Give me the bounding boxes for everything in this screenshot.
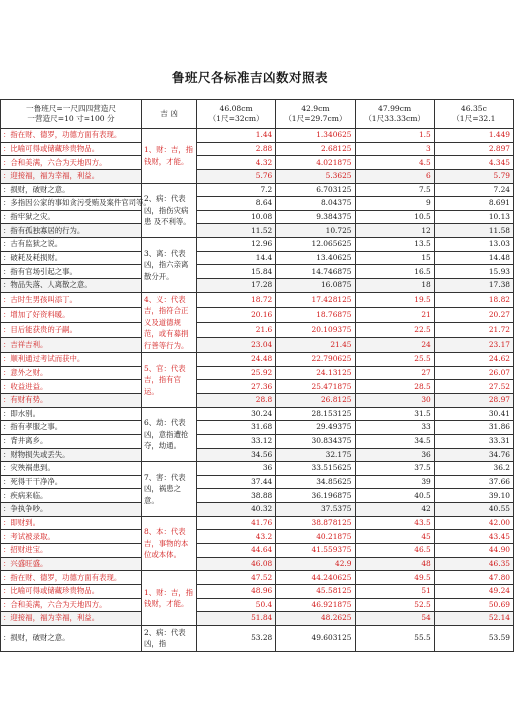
value-cell-3: 12 — [355, 224, 434, 238]
value-cell-3: 15 — [355, 251, 434, 265]
value-cell-2: 33.515625 — [276, 462, 355, 476]
value-cell-3: 21 — [355, 307, 434, 322]
value-cell-1: 10.08 — [197, 210, 276, 224]
table-row — [1, 129, 514, 143]
value-cell-4: 28.97 — [434, 393, 513, 407]
value-cell-4: 20.27 — [434, 307, 513, 322]
value-cell-1: 15.84 — [197, 265, 276, 279]
value-cell-4: 52.14 — [434, 612, 513, 626]
value-cell-3: 10.5 — [355, 210, 434, 224]
header-measure-1-value: 46.08cm — [219, 103, 253, 113]
value-cell-3: 1.5 — [355, 129, 434, 143]
value-cell-1: 1.44 — [197, 129, 276, 143]
table-row — [1, 292, 514, 307]
row-description: ：迎接福，福为幸福，利益。 — [1, 612, 142, 626]
row-description: ：损财，破财之意。 — [1, 625, 142, 651]
value-cell-3: 31.5 — [355, 407, 434, 421]
header-measure-2-unit: （1尺=29.7cm） — [284, 114, 347, 123]
value-cell-4: 50.69 — [434, 598, 513, 612]
value-cell-3: 33 — [355, 421, 434, 435]
value-cell-4: 2.897 — [434, 142, 513, 156]
row-description: ：多指因公家的事如贪污受贿及案件官司等。 — [1, 197, 142, 211]
category-cell: 7、害：代表凶，祸患之意。 — [142, 462, 197, 517]
value-cell-3: 40.5 — [355, 489, 434, 503]
value-cell-3: 42 — [355, 503, 434, 517]
value-cell-2: 10.725 — [276, 224, 355, 238]
value-cell-2: 40.21875 — [276, 530, 355, 544]
row-description: ：合和美满，六合为天地四方。 — [1, 598, 142, 612]
value-cell-3: 30 — [355, 393, 434, 407]
value-cell-1: 18.72 — [197, 292, 276, 307]
table-row — [1, 448, 514, 462]
value-cell-4: 23.17 — [434, 337, 513, 352]
header-measure-4 — [434, 100, 513, 129]
value-cell-3: 54 — [355, 612, 434, 626]
table-row — [1, 210, 514, 224]
value-cell-2: 26.8125 — [276, 393, 355, 407]
value-cell-1: 30.24 — [197, 407, 276, 421]
value-cell-2: 16.0875 — [276, 279, 355, 293]
header-measure-3 — [355, 100, 434, 129]
header-conversion — [1, 100, 142, 129]
value-cell-1: 17.28 — [197, 279, 276, 293]
value-cell-4: 18.82 — [434, 292, 513, 307]
table-row — [1, 337, 514, 352]
value-cell-2: 6.703125 — [276, 183, 355, 197]
table-row — [1, 142, 514, 156]
value-cell-4: 17.38 — [434, 279, 513, 293]
table-row — [1, 421, 514, 435]
row-description: ：兴盛旺盛。 — [1, 557, 142, 571]
row-description: ：古有监狱之说。 — [1, 238, 142, 252]
value-cell-3: 4.5 — [355, 156, 434, 170]
value-cell-1: 38.88 — [197, 489, 276, 503]
value-cell-1: 40.32 — [197, 503, 276, 517]
table-row — [1, 462, 514, 476]
value-cell-3: 18 — [355, 279, 434, 293]
value-cell-4: 4.345 — [434, 156, 513, 170]
row-description: ：迎接福，福为幸福，利益。 — [1, 169, 142, 183]
category-cell: 2、病：代表凶，指 — [142, 625, 197, 651]
table-row — [1, 544, 514, 558]
value-cell-1: 36 — [197, 462, 276, 476]
value-cell-2: 38.878125 — [276, 516, 355, 530]
table-row — [1, 366, 514, 380]
value-cell-4: 34.76 — [434, 448, 513, 462]
row-description: ：目后能获贵的子嗣。 — [1, 322, 142, 337]
value-cell-1: 48.96 — [197, 584, 276, 598]
value-cell-1: 34.56 — [197, 448, 276, 462]
value-cell-3: 19.5 — [355, 292, 434, 307]
row-description: ：比喻可得或储藏珍贵物品。 — [1, 142, 142, 156]
value-cell-2: 44.240625 — [276, 571, 355, 585]
value-cell-4: 14.48 — [434, 251, 513, 265]
value-cell-3: 52.5 — [355, 598, 434, 612]
value-cell-3: 9 — [355, 197, 434, 211]
value-cell-2: 28.153125 — [276, 407, 355, 421]
value-cell-1: 31.68 — [197, 421, 276, 435]
value-cell-3: 13.5 — [355, 238, 434, 252]
value-cell-1: 4.32 — [197, 156, 276, 170]
value-cell-1: 12.96 — [197, 238, 276, 252]
category-cell: 4、义：代表吉，指符合正义及道德规范，或有募捐行善等行为。 — [142, 292, 197, 352]
value-cell-4: 7.24 — [434, 183, 513, 197]
value-cell-2: 48.2625 — [276, 612, 355, 626]
header-measure-2-value: 42.9cm — [301, 103, 330, 113]
value-cell-4: 49.24 — [434, 584, 513, 598]
value-cell-4: 26.07 — [434, 366, 513, 380]
value-cell-3: 36 — [355, 448, 434, 462]
table-row — [1, 516, 514, 530]
value-cell-2: 8.04375 — [276, 197, 355, 211]
value-cell-4: 27.52 — [434, 380, 513, 394]
table-row — [1, 322, 514, 337]
value-cell-2: 41.559375 — [276, 544, 355, 558]
value-cell-2: 20.109375 — [276, 322, 355, 337]
table-row — [1, 503, 514, 517]
table-row — [1, 393, 514, 407]
value-cell-2: 49.603125 — [276, 625, 355, 651]
value-cell-2: 25.471875 — [276, 380, 355, 394]
row-description: ：指牢狱之灾。 — [1, 210, 142, 224]
value-cell-2: 18.76875 — [276, 307, 355, 322]
row-description: ：指在财、德罗，功德方面有表现。 — [1, 129, 142, 143]
luban-table — [0, 99, 514, 652]
value-cell-4: 13.03 — [434, 238, 513, 252]
value-cell-1: 44.64 — [197, 544, 276, 558]
row-description: ：即水别。 — [1, 407, 142, 421]
value-cell-4: 36.2 — [434, 462, 513, 476]
table-row — [1, 584, 514, 598]
value-cell-2: 17.428125 — [276, 292, 355, 307]
table-row — [1, 307, 514, 322]
value-cell-1: 23.04 — [197, 337, 276, 352]
value-cell-4: 21.72 — [434, 322, 513, 337]
value-cell-2: 42.9 — [276, 557, 355, 571]
value-cell-2: 29.49375 — [276, 421, 355, 435]
value-cell-4: 10.13 — [434, 210, 513, 224]
header-measure-1-unit: （1尺=32cm） — [208, 114, 264, 123]
table-header-row — [1, 100, 514, 129]
value-cell-4: 42.00 — [434, 516, 513, 530]
table-row — [1, 238, 514, 252]
table-row — [1, 169, 514, 183]
value-cell-1: 24.48 — [197, 353, 276, 367]
value-cell-2: 2.68125 — [276, 142, 355, 156]
row-description: ：指有孤独寡居的行为。 — [1, 224, 142, 238]
header-measure-2 — [276, 100, 355, 129]
table-row — [1, 183, 514, 197]
value-cell-1: 47.52 — [197, 571, 276, 585]
value-cell-2: 21.45 — [276, 337, 355, 352]
value-cell-1: 37.44 — [197, 475, 276, 489]
value-cell-2: 34.85625 — [276, 475, 355, 489]
value-cell-2: 24.13125 — [276, 366, 355, 380]
value-cell-4: 47.80 — [434, 571, 513, 585]
value-cell-1: 7.2 — [197, 183, 276, 197]
row-description: ：吉祥吉利。 — [1, 337, 142, 352]
row-description: ：指有孝服之事。 — [1, 421, 142, 435]
value-cell-4: 24.62 — [434, 353, 513, 367]
value-cell-3: 45 — [355, 530, 434, 544]
row-description: ：考试被录取。 — [1, 530, 142, 544]
table-row — [1, 612, 514, 626]
value-cell-1: 51.84 — [197, 612, 276, 626]
row-description: ：古时生男孩叫添丁。 — [1, 292, 142, 307]
table-row — [1, 197, 514, 211]
row-description: ：指有官场引起之事。 — [1, 265, 142, 279]
value-cell-3: 39 — [355, 475, 434, 489]
value-cell-2: 45.58125 — [276, 584, 355, 598]
value-cell-4: 40.55 — [434, 503, 513, 517]
value-cell-1: 8.64 — [197, 197, 276, 211]
value-cell-3: 43.5 — [355, 516, 434, 530]
header-conversion-line1: 一鲁班尺=一尺四四营造尺 — [26, 103, 116, 113]
row-description: ：收益进益。 — [1, 380, 142, 394]
row-description: ：有财有势。 — [1, 393, 142, 407]
value-cell-4: 30.41 — [434, 407, 513, 421]
value-cell-4: 37.66 — [434, 475, 513, 489]
row-description: ：增加了好资料暖。 — [1, 307, 142, 322]
value-cell-2: 5.3625 — [276, 169, 355, 183]
table-row — [1, 475, 514, 489]
row-description: ：财物损失或丢失。 — [1, 448, 142, 462]
value-cell-1: 5.76 — [197, 169, 276, 183]
table-row — [1, 598, 514, 612]
value-cell-1: 28.8 — [197, 393, 276, 407]
table-row — [1, 251, 514, 265]
category-cell: 5、官：代表吉，指有官运。 — [142, 353, 197, 408]
row-description: ：灾殃祸患到。 — [1, 462, 142, 476]
category-cell: 6、劫：代表凶，意指遭抢夺，劫通。 — [142, 407, 197, 462]
value-cell-2: 22.790625 — [276, 353, 355, 367]
value-cell-4: 43.45 — [434, 530, 513, 544]
row-description: ：背井离乡。 — [1, 434, 142, 448]
header-fortune: 吉 凶 — [142, 100, 197, 129]
value-cell-2: 4.021875 — [276, 156, 355, 170]
header-measure-1 — [197, 100, 276, 129]
table-row — [1, 571, 514, 585]
value-cell-1: 21.6 — [197, 322, 276, 337]
row-description: ：疾病来临。 — [1, 489, 142, 503]
value-cell-1: 33.12 — [197, 434, 276, 448]
value-cell-4: 8.691 — [434, 197, 513, 211]
value-cell-4: 53.59 — [434, 625, 513, 651]
value-cell-4: 1.449 — [434, 129, 513, 143]
value-cell-3: 55.5 — [355, 625, 434, 651]
table-row — [1, 625, 514, 651]
value-cell-2: 30.834375 — [276, 434, 355, 448]
value-cell-3: 7.5 — [355, 183, 434, 197]
row-description: ：损财，破财之意。 — [1, 183, 142, 197]
value-cell-4: 46.35 — [434, 557, 513, 571]
value-cell-3: 34.5 — [355, 434, 434, 448]
header-measure-3-value: 47.99cm — [378, 103, 412, 113]
value-cell-2: 37.5375 — [276, 503, 355, 517]
header-measure-4-value: 46.35c — [460, 103, 487, 113]
value-cell-2: 46.921875 — [276, 598, 355, 612]
value-cell-2: 14.746875 — [276, 265, 355, 279]
value-cell-3: 3 — [355, 142, 434, 156]
value-cell-4: 31.86 — [434, 421, 513, 435]
table-body — [1, 129, 514, 652]
value-cell-4: 15.93 — [434, 265, 513, 279]
value-cell-1: 41.76 — [197, 516, 276, 530]
value-cell-1: 25.92 — [197, 366, 276, 380]
value-cell-2: 9.384375 — [276, 210, 355, 224]
header-measure-3-unit: （1尺33.33cm） — [364, 114, 426, 123]
value-cell-3: 48 — [355, 557, 434, 571]
value-cell-2: 13.40625 — [276, 251, 355, 265]
row-description: ：合和美满，六合为天地四方。 — [1, 156, 142, 170]
table-row — [1, 224, 514, 238]
value-cell-2: 1.340625 — [276, 129, 355, 143]
row-description: ：意外之财。 — [1, 366, 142, 380]
row-description: ：即财到。 — [1, 516, 142, 530]
table-row — [1, 489, 514, 503]
value-cell-1: 53.28 — [197, 625, 276, 651]
table-row — [1, 265, 514, 279]
value-cell-3: 27 — [355, 366, 434, 380]
row-description: ：指在财、德罗，功德方面有表现。 — [1, 571, 142, 585]
category-cell: 3、离：代表凶，指六亲离散分开。 — [142, 238, 197, 293]
category-cell: 8、本：代表吉，事物的本位或本体。 — [142, 516, 197, 571]
value-cell-1: 14.4 — [197, 251, 276, 265]
document-title: 鲁班尺各标准吉凶数对照表 — [171, 70, 328, 85]
row-description: ：死得干干净净。 — [1, 475, 142, 489]
category-cell: 1、财：吉，指钱财，才能。 — [142, 129, 197, 184]
value-cell-3: 22.5 — [355, 322, 434, 337]
value-cell-1: 43.2 — [197, 530, 276, 544]
value-cell-3: 16.5 — [355, 265, 434, 279]
row-description: ：比喻可得或储藏珍贵物品。 — [1, 584, 142, 598]
value-cell-2: 36.196875 — [276, 489, 355, 503]
category-cell: 2、病：代表凶，指伤灾病患 及不利等。 — [142, 183, 197, 238]
value-cell-4: 5.79 — [434, 169, 513, 183]
row-description: ：物品失落、人离散之意。 — [1, 279, 142, 293]
row-description: ：招财进宝。 — [1, 544, 142, 558]
value-cell-3: 24 — [355, 337, 434, 352]
table-row — [1, 279, 514, 293]
table-row — [1, 530, 514, 544]
value-cell-3: 25.5 — [355, 353, 434, 367]
value-cell-3: 6 — [355, 169, 434, 183]
row-description: ：顺利通过考试而获中。 — [1, 353, 142, 367]
value-cell-1: 2.88 — [197, 142, 276, 156]
value-cell-4: 11.58 — [434, 224, 513, 238]
table-row — [1, 380, 514, 394]
table-row — [1, 434, 514, 448]
category-cell: 1、财：吉，指钱财，才能。 — [142, 571, 197, 626]
value-cell-3: 51 — [355, 584, 434, 598]
header-conversion-line2: 一营造尺=10 寸=100 分 — [27, 114, 115, 123]
table-row — [1, 557, 514, 571]
value-cell-1: 27.36 — [197, 380, 276, 394]
value-cell-2: 12.065625 — [276, 238, 355, 252]
value-cell-1: 46.08 — [197, 557, 276, 571]
value-cell-3: 49.5 — [355, 571, 434, 585]
value-cell-3: 37.5 — [355, 462, 434, 476]
row-description: ：争执争吵。 — [1, 503, 142, 517]
value-cell-3: 28.5 — [355, 380, 434, 394]
value-cell-2: 32.175 — [276, 448, 355, 462]
value-cell-4: 44.90 — [434, 544, 513, 558]
value-cell-1: 20.16 — [197, 307, 276, 322]
table-row — [1, 156, 514, 170]
table-row — [1, 353, 514, 367]
value-cell-3: 46.5 — [355, 544, 434, 558]
value-cell-4: 33.31 — [434, 434, 513, 448]
value-cell-1: 11.52 — [197, 224, 276, 238]
row-description: ：破耗及耗损财。 — [1, 251, 142, 265]
value-cell-1: 50.4 — [197, 598, 276, 612]
value-cell-4: 39.10 — [434, 489, 513, 503]
table-row — [1, 407, 514, 421]
header-measure-4-unit: （1尺=32.1 — [452, 114, 496, 123]
